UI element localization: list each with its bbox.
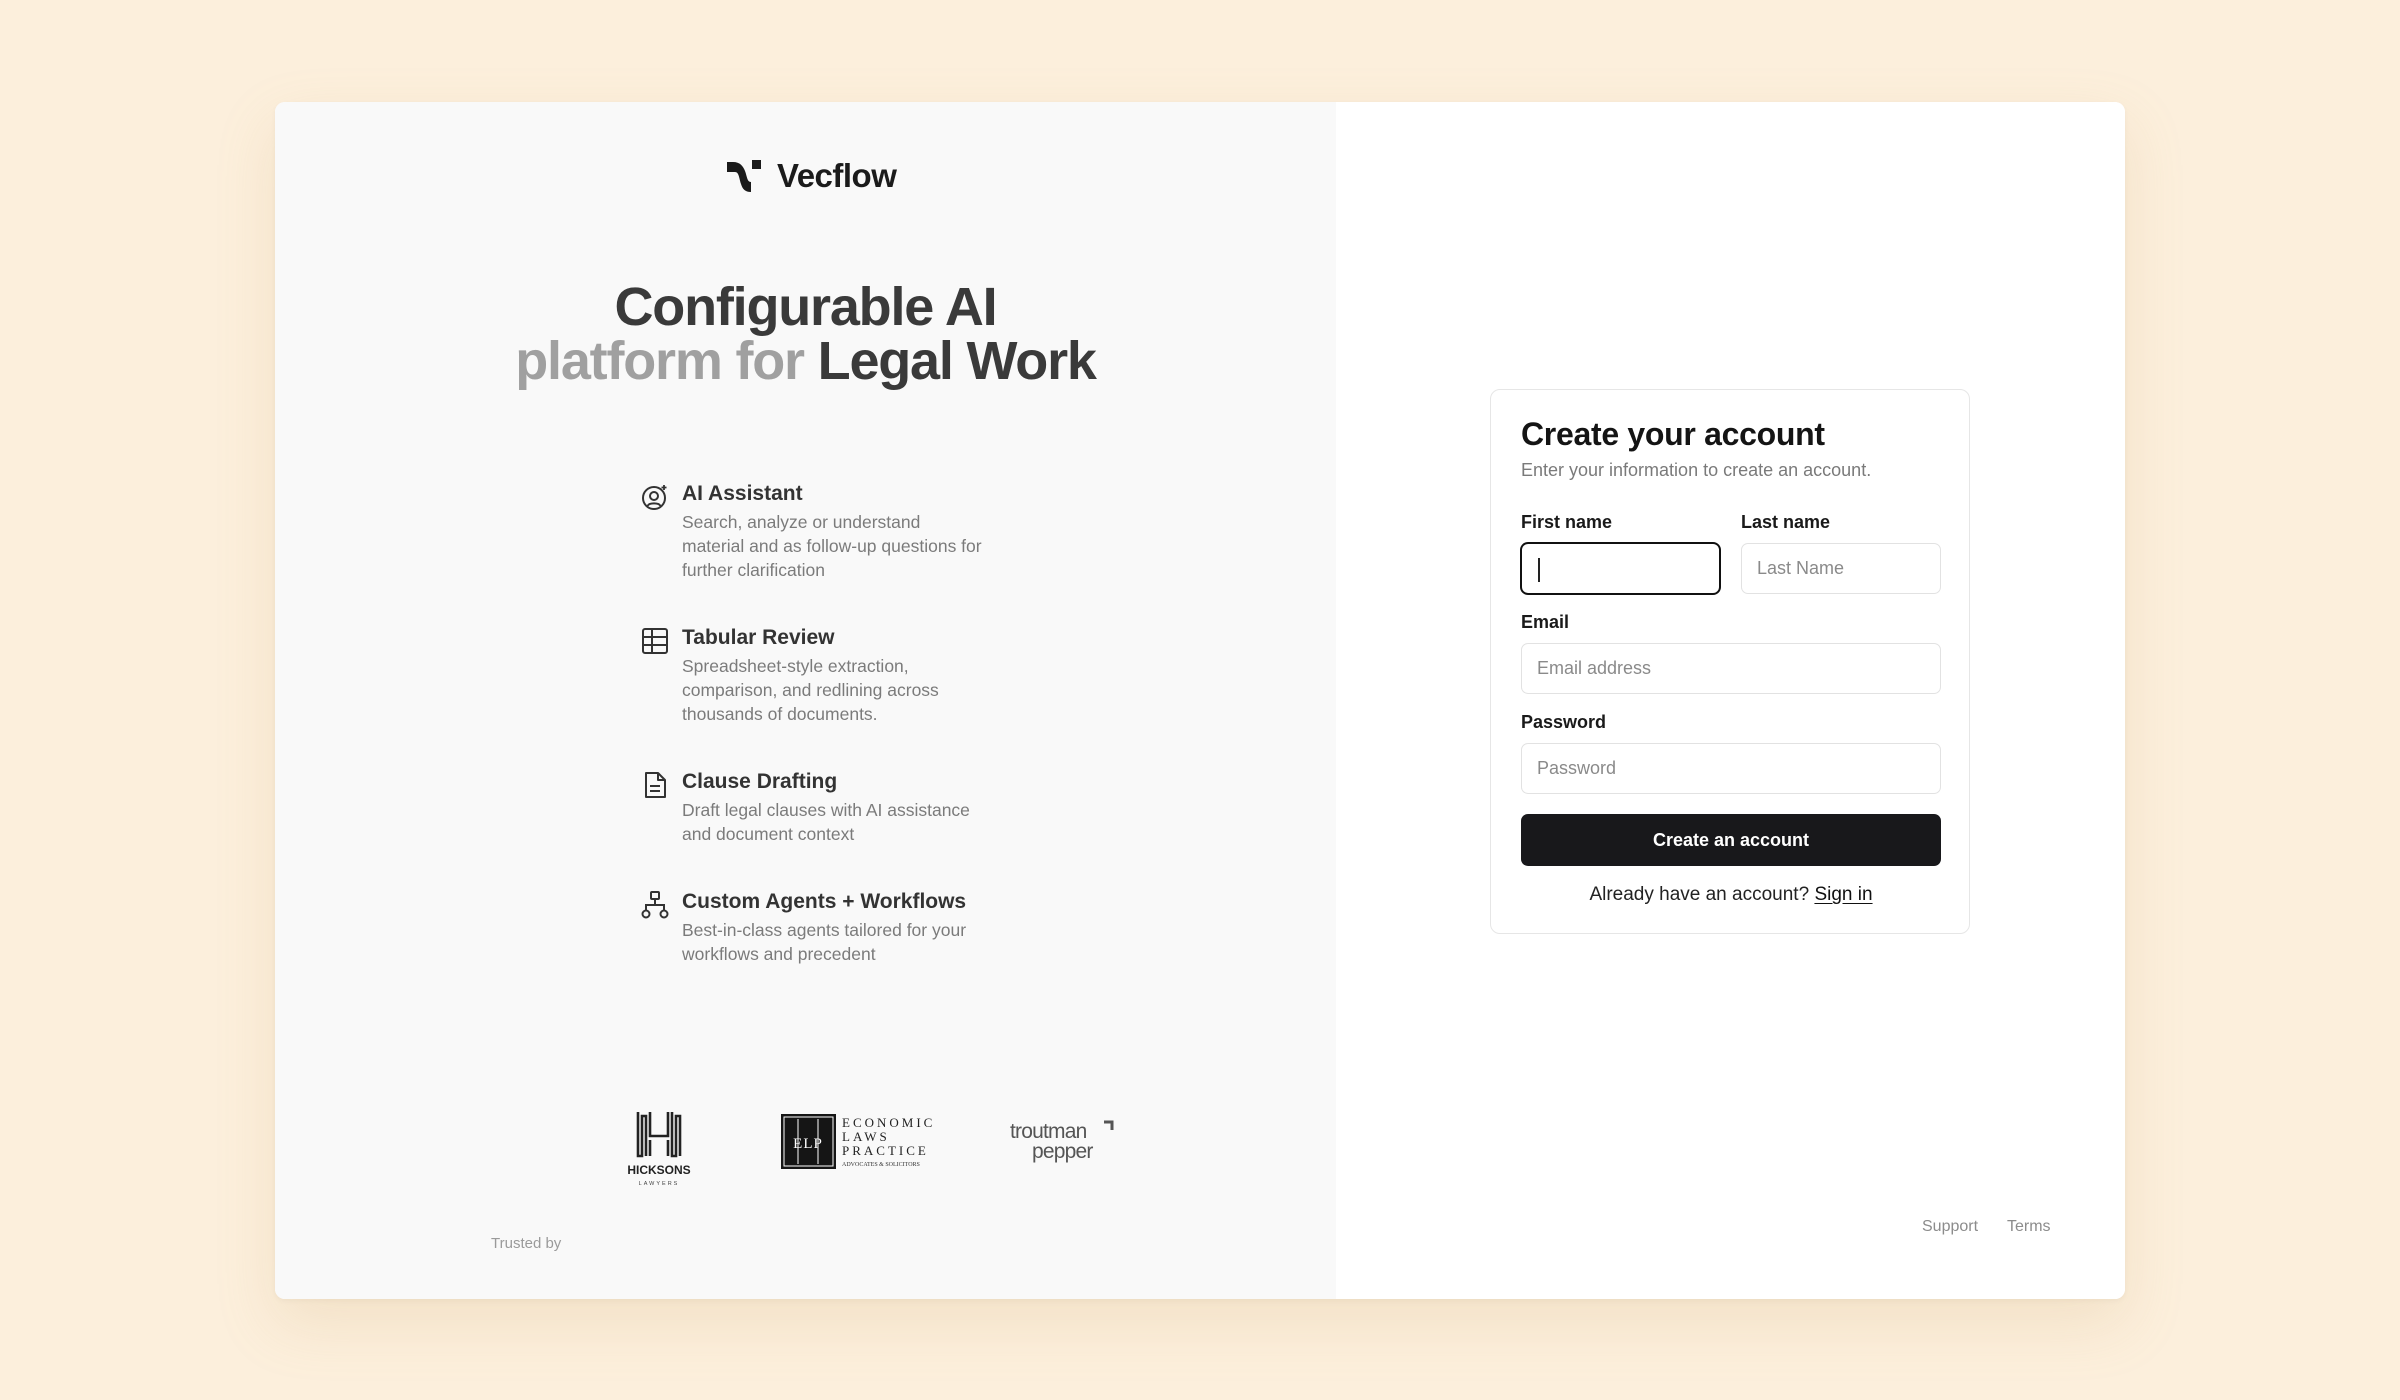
signin-prompt: Already have an account? <box>1589 884 1810 905</box>
create-account-button[interactable]: Create an account <box>1521 814 1941 866</box>
document-icon <box>640 770 670 800</box>
hero-line-2 <box>275 331 1336 391</box>
troutman-pepper-logo <box>1008 1116 1118 1166</box>
last-name-label: Last name <box>1741 512 1831 532</box>
elp-logo <box>780 1113 955 1178</box>
feature-custom-agents <box>640 888 982 966</box>
terms-link[interactable]: Terms <box>2007 1218 2051 1235</box>
form-subtitle: Enter your information to create an account. <box>1521 460 1872 480</box>
brand-name: Vecflow <box>777 157 897 194</box>
feature-description: Draft legal clauses with AI assistance and document context <box>682 800 970 844</box>
password-label: Password <box>1521 712 1607 732</box>
email-label: Email <box>1521 612 1570 632</box>
hicksons-logo <box>620 1108 698 1188</box>
svg-text:pepper: pepper <box>1032 1140 1093 1163</box>
svg-text:ADVOCATES & SOLICITORS: ADVOCATES & SOLICITORS <box>842 1162 920 1168</box>
svg-text:troutman: troutman <box>1010 1120 1087 1143</box>
marketing-panel <box>275 102 1336 1299</box>
feature-title: AI Assistant <box>682 482 803 505</box>
feature-tabular-review <box>640 624 982 726</box>
password-input[interactable] <box>1521 743 1941 794</box>
first-name-label: First name <box>1521 512 1613 532</box>
support-link[interactable]: Support <box>1922 1218 1979 1235</box>
hero-muted-text: platform for <box>515 331 804 391</box>
feature-description: Search, analyze or understand material and as follow-up questions for further clarification <box>682 512 982 580</box>
feature-description: Best-in-class agents tailored for your workflows and precedent <box>682 920 967 964</box>
feature-title: Tabular Review <box>682 626 835 649</box>
trusted-by-label: Trusted by <box>491 1235 562 1252</box>
email-input[interactable] <box>1521 643 1941 694</box>
hero-line-1: Configurable AI <box>614 277 997 337</box>
signin-row <box>1491 884 1971 906</box>
svg-text:HICKSONS: HICKSONS <box>627 1163 691 1177</box>
feature-description: Spreadsheet-style extraction, comparison, and redlining across thousands of documents. <box>682 656 939 724</box>
svg-text:LAWYERS: LAWYERS <box>638 1181 680 1187</box>
feature-clause-drafting <box>640 768 982 846</box>
form-title: Create your account <box>1521 416 1825 452</box>
feature-title: Clause Drafting <box>682 770 838 793</box>
signup-form <box>1490 389 1970 934</box>
svg-text:LAWS: LAWS <box>842 1129 890 1144</box>
svg-text:PRACTICE: PRACTICE <box>842 1143 929 1158</box>
feature-title: Custom Agents + Workflows <box>682 890 967 913</box>
hero-strong-text: Legal Work <box>817 331 1096 391</box>
last-name-input[interactable] <box>1741 543 1941 594</box>
signin-link[interactable]: Sign in <box>1814 884 1873 905</box>
svg-text:ECONOMIC: ECONOMIC <box>842 1115 936 1130</box>
workflow-icon <box>640 890 670 920</box>
text-caret <box>1538 558 1540 582</box>
brand <box>723 157 896 195</box>
svg-text:ELP: ELP <box>793 1136 823 1152</box>
first-name-input[interactable] <box>1521 543 1720 594</box>
vecflow-logo-icon <box>723 158 763 194</box>
feature-ai-assistant <box>640 480 982 582</box>
table-icon <box>640 626 670 656</box>
hero-heading <box>275 277 1336 391</box>
user-sparkle-icon <box>640 482 670 512</box>
